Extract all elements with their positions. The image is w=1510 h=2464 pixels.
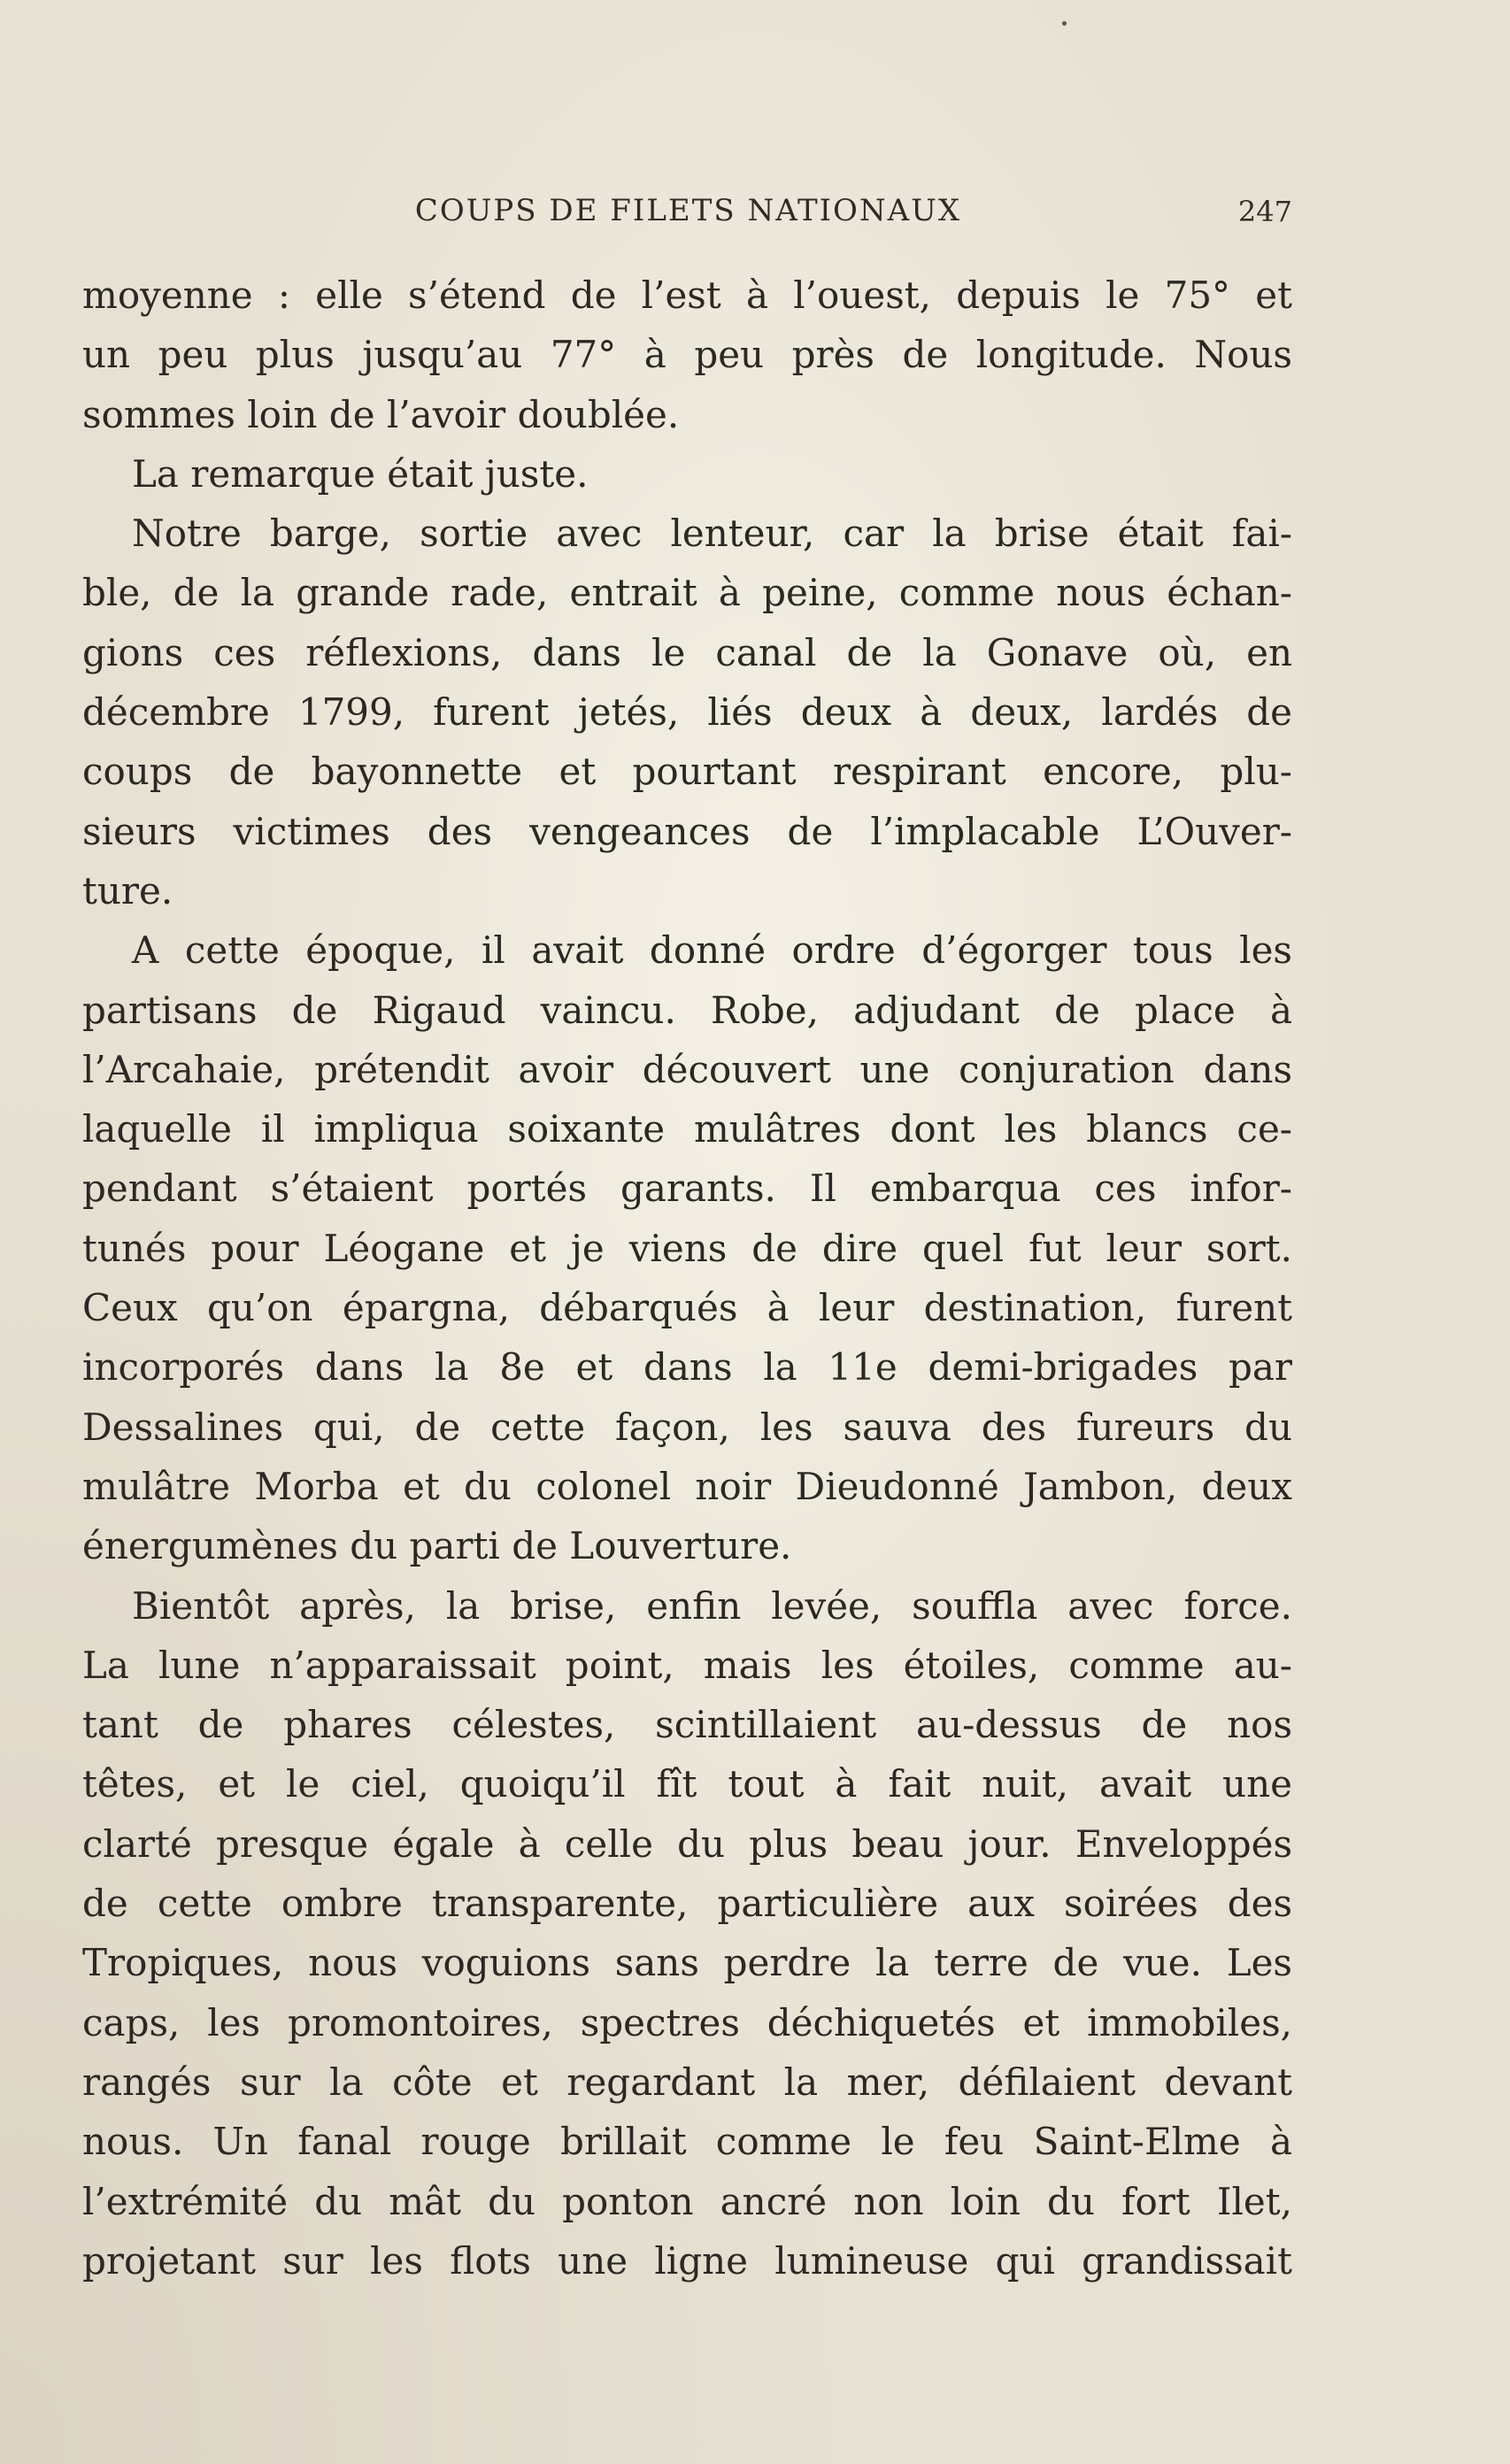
text-line: un peu plus jusqu’au 77° à peu près de longitude. Nous <box>82 333 1292 377</box>
text-line: rangés sur la côte et regardant la mer, défilaient devant <box>82 2060 1292 2104</box>
text-line: ture. <box>82 868 173 912</box>
text-line: Tropiques, nous voguions sans perdre la terre de vue. Les <box>82 1941 1292 1985</box>
running-title: COUPS DE FILETS NATIONAUX <box>414 193 962 228</box>
text-line: têtes, et le ciel, quoiqu’il fît tout à fait nuit, avait une <box>82 1762 1292 1806</box>
text-line: Notre barge, sortie avec lenteur, car la brise était fai- <box>132 512 1292 556</box>
text-line: La remarque était juste. <box>132 451 589 496</box>
text-line: Bientôt après, la brise, enfin levée, souffla avec force. <box>132 1583 1292 1628</box>
text-line: Ceux qu’on épargna, débarqués à leur destination, furent <box>82 1286 1292 1330</box>
text-line: ble, de la grande rade, entrait à peine, comme nous échan- <box>82 571 1292 615</box>
running-head <box>84 193 1292 237</box>
text-line: énergumènes du parti de Louverture. <box>82 1524 792 1568</box>
text-line: sieurs victimes des vengeances de l’implacable L’Ouver- <box>82 809 1292 853</box>
text-line: sommes loin de l’avoir doublée. <box>82 392 680 436</box>
text-line: gions ces réflexions, dans le canal de la Gonave où, en <box>82 630 1292 674</box>
text-line: mulâtre Morba et du colonel noir Dieudonné Jambon, deux <box>82 1464 1292 1508</box>
text-line: décembre 1799, furent jetés, liés deux à deux, lardés de <box>82 690 1292 735</box>
text-line: projetant sur les flots une ligne lumineuse qui grandissait <box>82 2238 1292 2283</box>
body-text <box>82 266 1292 2291</box>
text-line: A cette époque, il avait donné ordre d’égorger tous les <box>132 928 1292 973</box>
text-line: coups de bayonnette et pourtant respirant encore, plu- <box>82 750 1292 794</box>
text-line: de cette ombre transparente, particulière aux soirées des <box>82 1882 1292 1926</box>
text-line: laquelle il impliqua soixante mulâtres dont les blancs ce- <box>82 1107 1292 1151</box>
text-line: partisans de Rigaud vaincu. Robe, adjudant de place à <box>82 988 1292 1032</box>
ink-speck <box>1062 21 1067 26</box>
text-line: l’Arcahaie, prétendit avoir découvert une conjuration dans <box>82 1047 1292 1091</box>
text-line: Dessalines qui, de cette façon, les sauva des fureurs du <box>82 1405 1292 1449</box>
text-line: nous. Un fanal rouge brillait comme le feu Saint-Elme à <box>82 2120 1292 2164</box>
text-line: tant de phares célestes, scintillaient au-dessus de nos <box>82 1703 1292 1747</box>
text-line: pendant s’étaient portés garants. Il embarqua ces infor- <box>82 1167 1292 1211</box>
text-line: La lune n’apparaissait point, mais les étoiles, comme au- <box>82 1643 1292 1687</box>
text-line: caps, les promontoires, spectres déchiquetés et immobiles, <box>82 2000 1292 2044</box>
page-number: 247 <box>1237 195 1292 228</box>
text-line: incorporés dans la 8e et dans la 11e demi-brigades par <box>82 1345 1292 1390</box>
text-line: moyenne : elle s’étend de l’est à l’ouest, depuis le 75° et <box>82 273 1292 317</box>
text-line: l’extrémité du mât du ponton ancré non loin du fort Ilet, <box>82 2179 1292 2223</box>
text-line: clarté presque égale à celle du plus beau jour. Enveloppés <box>82 1821 1292 1866</box>
text-line: tunés pour Léogane et je viens de dire quel fut leur sort. <box>82 1226 1292 1270</box>
